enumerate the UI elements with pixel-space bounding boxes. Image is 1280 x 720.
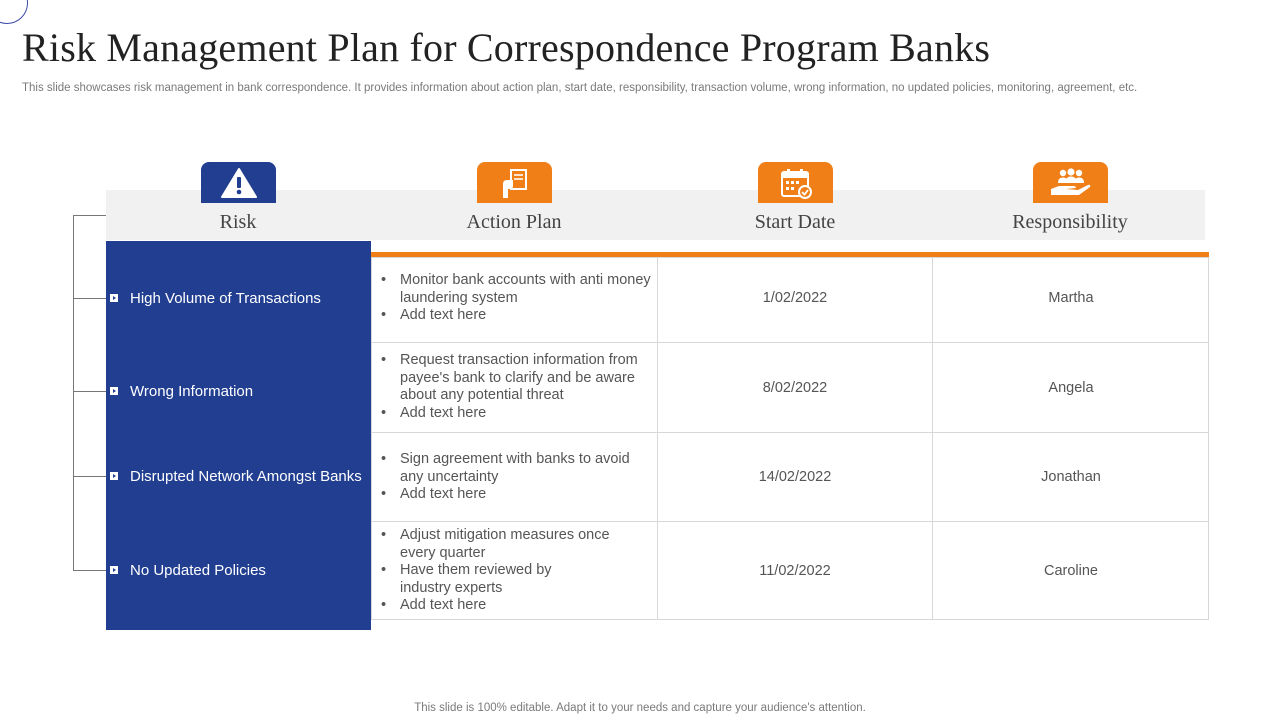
chevron-right-icon — [110, 387, 118, 395]
action-item: • Have them reviewed by industry experts — [381, 562, 631, 597]
bracket-tick — [73, 391, 107, 392]
warning-icon — [220, 167, 258, 199]
action-item: • Add text here — [381, 486, 651, 504]
responsibility-cell: Angela — [1048, 380, 1094, 396]
column-header-risk: Risk — [219, 211, 257, 233]
table-column-divider — [932, 257, 933, 620]
risk-label: No Updated Policies — [130, 561, 266, 579]
hand-document-icon — [498, 167, 532, 199]
table-row-divider — [371, 432, 1209, 433]
chevron-right-icon — [110, 566, 118, 574]
responsibility-cell: Caroline — [1044, 563, 1098, 579]
action-item: • Add text here — [381, 405, 651, 423]
bracket-top-tick — [73, 215, 106, 216]
slide-footer: This slide is 100% editable. Adapt it to your needs and capture your audience's attention. — [414, 702, 866, 714]
action-plan-icon-tab — [477, 162, 552, 203]
risk-label: Disrupted Network Amongst Banks — [130, 467, 362, 485]
column-header-responsibility: Responsibility — [1012, 211, 1128, 233]
risk-item — [106, 464, 362, 488]
action-item: • Add text here — [381, 307, 651, 325]
responsibility-icon-tab — [1033, 162, 1108, 203]
risk-label: Wrong Information — [130, 382, 254, 400]
action-item: • Add text here — [381, 597, 631, 615]
responsibility-cell: Martha — [1048, 290, 1094, 306]
table-row-divider — [371, 521, 1209, 522]
bracket-tick — [73, 476, 107, 477]
risk-item — [106, 558, 266, 582]
risk-bracket-line — [73, 215, 74, 571]
action-plan-list — [381, 352, 651, 422]
start-date-cell: 8/02/2022 — [762, 380, 828, 396]
start-date-cell: 11/02/2022 — [759, 563, 831, 579]
action-item: • Sign agreement with banks to avoid any uncertainty — [381, 451, 651, 486]
action-item: • Monitor bank accounts with anti money laundering system — [381, 272, 651, 307]
table-row-divider — [371, 342, 1209, 343]
risk-item — [106, 379, 253, 403]
table-column-divider — [657, 257, 658, 620]
start-date-icon-tab — [758, 162, 833, 203]
chevron-right-icon — [110, 472, 118, 480]
chevron-right-icon — [110, 294, 118, 302]
bracket-tick — [73, 570, 107, 571]
risk-icon-tab — [201, 162, 276, 203]
responsibility-cell: Jonathan — [1041, 469, 1101, 485]
slide-title: Risk Management Plan for Correspondence Program Banks — [22, 25, 991, 70]
team-hand-icon — [1049, 167, 1093, 199]
action-item: • Adjust mitigation measures once every quarter — [381, 527, 631, 562]
column-header-action-plan: Action Plan — [466, 211, 562, 233]
slide-subtitle: This slide showcases risk management in bank correspondence. It provides information about action plan, start date, responsibility, transaction volume, wrong information, no updated policies, monitoring, agreement, etc. — [22, 82, 1138, 94]
action-plan-list — [381, 527, 631, 615]
start-date-cell: 1/02/2022 — [762, 290, 828, 306]
action-item: • Request transaction information from payee's bank to clarify and be aware about any potential threat — [381, 352, 651, 405]
bracket-tick — [73, 298, 107, 299]
corner-decoration — [0, 0, 28, 24]
risk-label: High Volume of Transactions — [130, 289, 321, 307]
risk-item — [106, 286, 321, 310]
action-plan-list — [381, 272, 651, 325]
action-plan-list — [381, 451, 651, 504]
calendar-icon — [779, 167, 813, 199]
column-header-start-date: Start Date — [754, 211, 836, 233]
start-date-cell: 14/02/2022 — [758, 469, 832, 485]
